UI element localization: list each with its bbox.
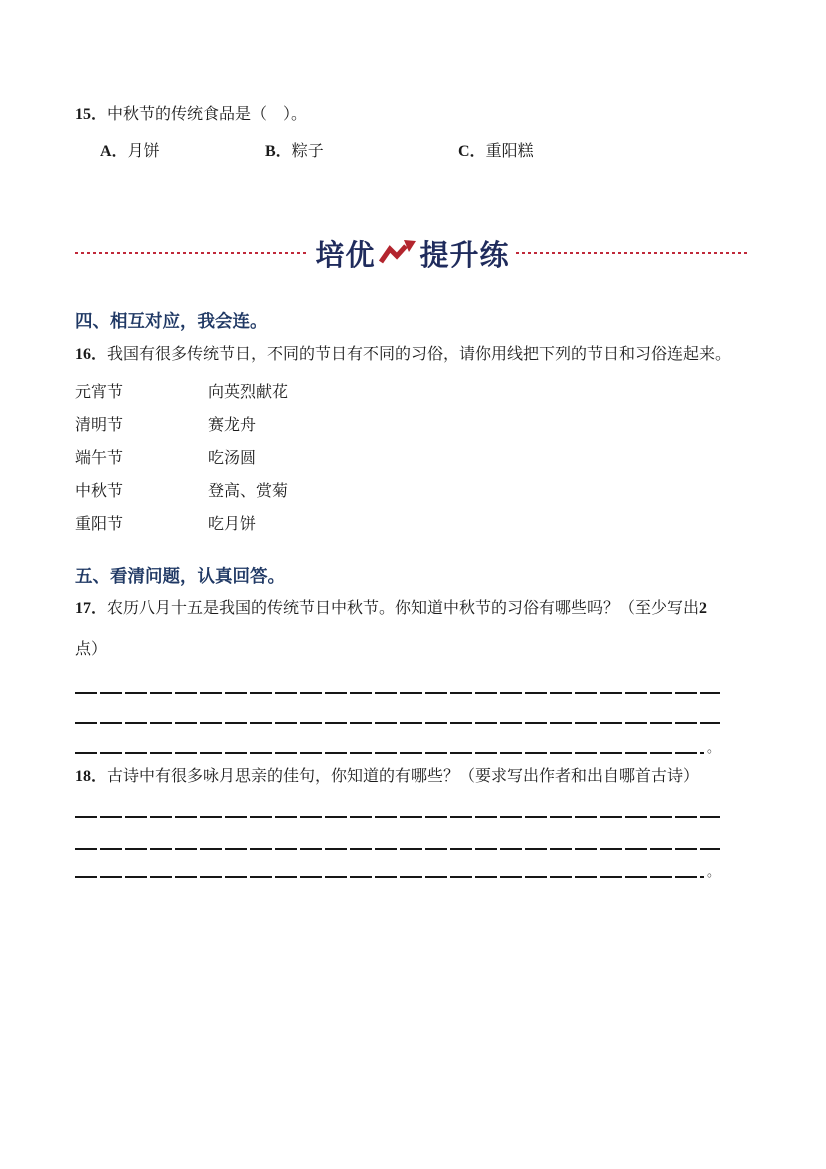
answer-line xyxy=(75,694,720,724)
trending-up-arrow-icon xyxy=(379,239,417,270)
option-a-letter: A． xyxy=(100,143,128,160)
option-b-text: 粽子 xyxy=(291,141,324,160)
answer-line xyxy=(75,788,720,818)
answer-line xyxy=(75,850,720,878)
custom-label: 向英烈献花 xyxy=(208,382,289,401)
festival-label: 中秋节 xyxy=(75,481,124,500)
match-row xyxy=(75,513,750,546)
custom-label: 赛龙舟 xyxy=(208,415,257,434)
festival-label: 重阳节 xyxy=(75,514,124,533)
dashed-rule-left xyxy=(75,252,309,254)
option-c-letter: C． xyxy=(458,143,486,160)
question-18 xyxy=(75,765,750,788)
custom-label: 吃月饼 xyxy=(208,514,257,533)
question-15-options xyxy=(75,140,750,163)
section-banner xyxy=(75,232,750,274)
custom-label: 登高、赏菊 xyxy=(208,481,289,500)
option-a-text: 月饼 xyxy=(127,141,160,160)
option-c xyxy=(458,140,534,163)
banner-logo-text-right: 提升练 xyxy=(419,239,510,272)
answer-end-period: 。 xyxy=(706,741,720,756)
question-17-text-line2: 点） xyxy=(75,639,108,658)
custom-label: 吃汤圆 xyxy=(208,448,257,467)
question-17-text-line1: 农历八月十五是我国的传统节日中秋节。你知道中秋节的习俗有哪些吗？（至少写出 xyxy=(107,598,700,617)
dashed-rule-right xyxy=(516,252,750,254)
match-row xyxy=(75,381,750,414)
festival-label: 清明节 xyxy=(75,415,124,434)
section-heading-4: 四、相互对应，我会连。 xyxy=(75,311,268,331)
answer-end-period: 。 xyxy=(706,865,720,880)
question-18-number: 18． xyxy=(75,768,108,785)
question-17-answer-lines xyxy=(75,664,720,754)
banner-logo xyxy=(315,233,509,274)
section-heading-5: 五、看清问题，认真回答。 xyxy=(75,566,285,586)
question-15-number: 15． xyxy=(75,106,108,123)
option-a xyxy=(100,140,265,163)
answer-line xyxy=(75,724,720,754)
question-15-text: 中秋节的传统食品是（ ）。 xyxy=(107,104,308,123)
question-16-text: 我国有很多传统节日，不同的节日有不同的习俗，请你用线把下列的节日和习俗连起来。 xyxy=(107,344,732,363)
question-15 xyxy=(75,103,750,126)
question-17-number: 17． xyxy=(75,600,108,617)
match-row xyxy=(75,414,750,447)
answer-line xyxy=(75,818,720,850)
question-16 xyxy=(75,343,750,366)
banner-logo-text-left: 培优 xyxy=(315,239,376,272)
answer-line xyxy=(75,664,720,694)
question-18-answer-lines xyxy=(75,788,720,878)
question-16-number: 16． xyxy=(75,346,108,363)
option-c-text: 重阳糕 xyxy=(485,141,534,160)
question-17-min-points: 2 xyxy=(699,600,708,617)
match-row xyxy=(75,447,750,480)
question-17 xyxy=(75,588,750,669)
option-b xyxy=(265,140,458,163)
match-row xyxy=(75,480,750,513)
question-18-text: 古诗中有很多咏月思亲的佳句，你知道的有哪些？（要求写出作者和出自哪首古诗） xyxy=(107,766,700,785)
festival-label: 端午节 xyxy=(75,448,124,467)
match-list xyxy=(75,381,750,546)
option-b-letter: B． xyxy=(265,143,292,160)
festival-label: 元宵节 xyxy=(75,382,124,401)
